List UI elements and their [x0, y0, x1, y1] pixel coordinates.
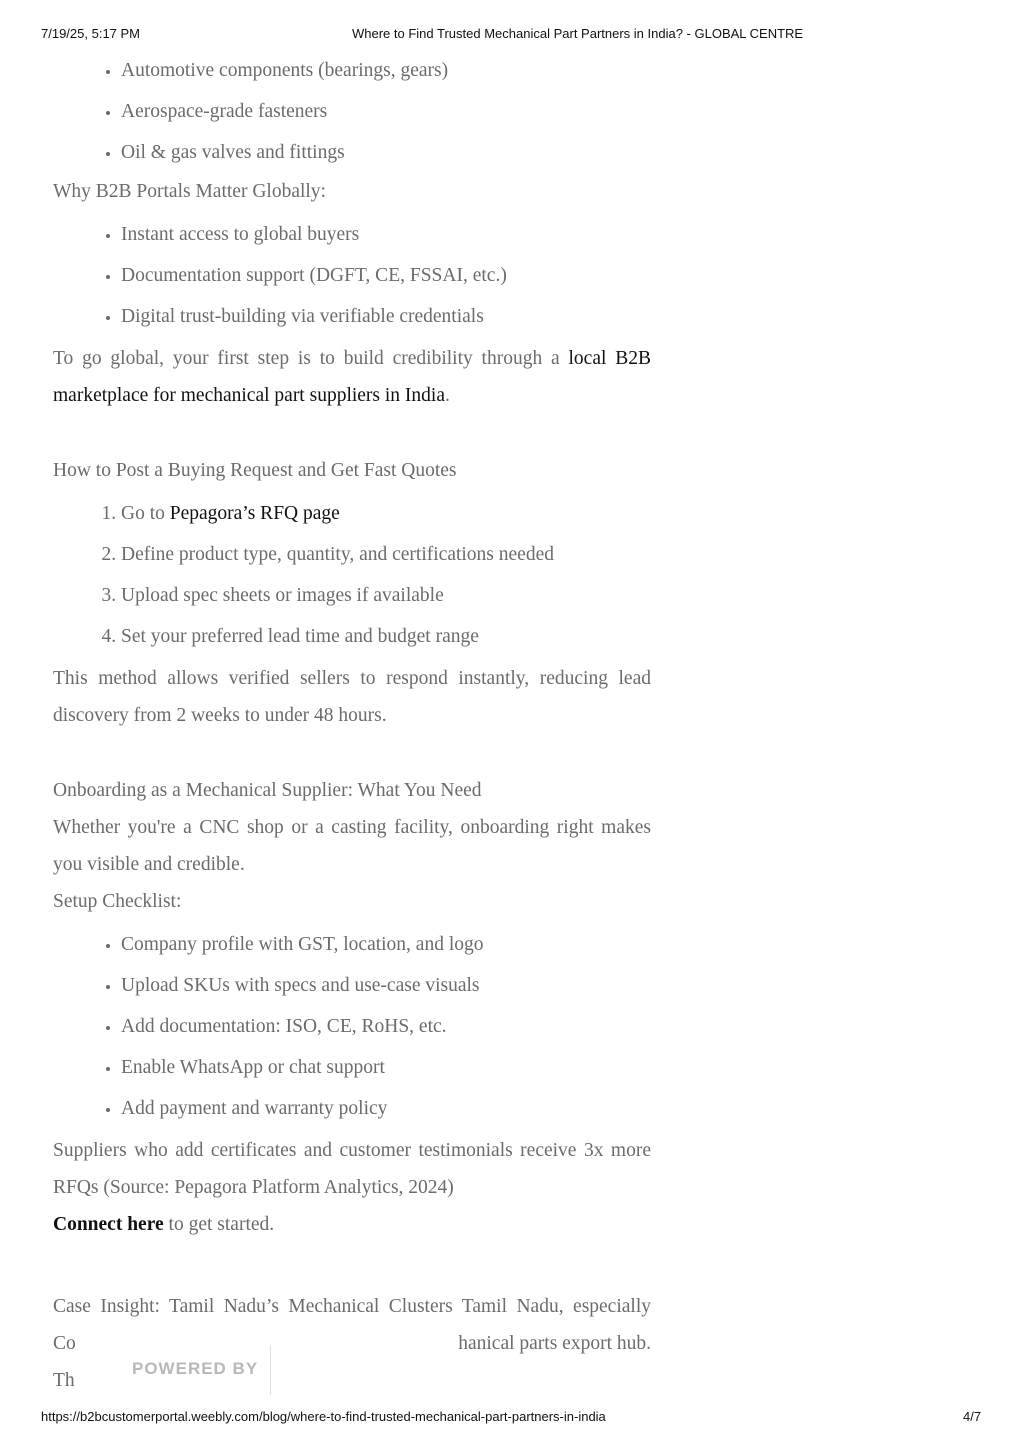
case-line-3: Th	[53, 1370, 75, 1391]
print-header	[0, 26, 1024, 44]
list-item: 4. Set your preferred lead time and budget range	[121, 616, 651, 657]
suppliers-paragraph: Suppliers who add certificates and customer testimonials receive 3x more RFQs (Source: Pepagora Platform Analytics, 2024)	[53, 1140, 651, 1198]
list-item	[121, 493, 651, 534]
list-item: • Digital trust-building via verifiable credentials	[121, 296, 651, 337]
case-line-2-right: hanical parts export hub.	[458, 1333, 651, 1354]
print-url: https://b2bcustomerportal.weebly.com/blog/where-to-find-trusted-mechanical-part-partners-in-india	[41, 1409, 606, 1424]
print-page-title: Where to Find Trusted Mechanical Part Partners in India? - GLOBAL CENTRE	[352, 26, 804, 41]
onboarding-paragraph: Whether you're a CNC shop or a casting facility, onboarding right makes you visible and credible.	[53, 817, 651, 875]
list-item: • Documentation support (DGFT, CE, FSSAI, etc.)	[121, 255, 651, 296]
list-item: • Company profile with GST, location, and logo	[121, 924, 651, 965]
method-paragraph: This method allows verified sellers to respond instantly, reducing lead discovery from 2 weeks to under 48 hours.	[53, 668, 651, 726]
step1-text: Go to	[121, 503, 170, 524]
text-mask	[272, 1326, 430, 1366]
go-global-text: To go global, your first step is to build credibility through a	[53, 348, 569, 369]
list-item: • Oil & gas valves and fittings	[121, 132, 651, 173]
list-item: • Aerospace-grade fasteners	[121, 91, 651, 132]
list-item: • Add payment and warranty policy	[121, 1088, 651, 1129]
rfq-steps-list	[53, 493, 651, 657]
checklist-heading: Setup Checklist:	[53, 891, 182, 912]
rfq-page-link[interactable]: Pepagora’s RFQ page	[169, 503, 340, 524]
page-number: 4/7	[963, 1409, 982, 1424]
list-item: • Enable WhatsApp or chat support	[121, 1047, 651, 1088]
list-item: • Add documentation: ISO, CE, RoHS, etc.	[121, 1006, 651, 1047]
b2b-marketplace-link[interactable]: local B2B marketplace for mechanical part suppliers in India	[53, 348, 651, 406]
go-global-paragraph	[53, 340, 651, 414]
rfq-heading: How to Post a Buying Request and Get Fast Quotes	[53, 460, 457, 481]
list-item: 2. Define product type, quantity, and certifications needed	[121, 534, 651, 575]
go-global-period: .	[445, 385, 450, 406]
print-footer	[0, 1409, 1024, 1427]
connect-rest-text: to get started.	[163, 1214, 275, 1235]
powered-by-badge[interactable]	[86, 1345, 271, 1395]
list-item: • Instant access to global buyers	[121, 214, 651, 255]
industry-list	[53, 50, 651, 173]
case-line-1: Case Insight: Tamil Nadu’s Mechanical Clusters Tamil Nadu, especially	[53, 1296, 651, 1317]
setup-checklist	[53, 924, 651, 1129]
case-line-2-left: Co	[53, 1333, 76, 1354]
print-date: 7/19/25, 5:17 PM	[41, 26, 141, 41]
list-item: • Automotive components (bearings, gears)	[121, 50, 651, 91]
connect-here-link[interactable]: Connect here	[53, 1214, 164, 1235]
powered-by-label: POWERED BY	[132, 1359, 259, 1378]
onboarding-heading: Onboarding as a Mechanical Supplier: What You Need	[53, 780, 482, 801]
benefits-list	[53, 214, 651, 337]
list-item: 3. Upload spec sheets or images if available	[121, 575, 651, 616]
connect-paragraph	[53, 1206, 651, 1243]
why-heading: Why B2B Portals Matter Globally:	[53, 181, 326, 202]
article-body	[53, 50, 651, 1243]
list-item: • Upload SKUs with specs and use-case visuals	[121, 965, 651, 1006]
